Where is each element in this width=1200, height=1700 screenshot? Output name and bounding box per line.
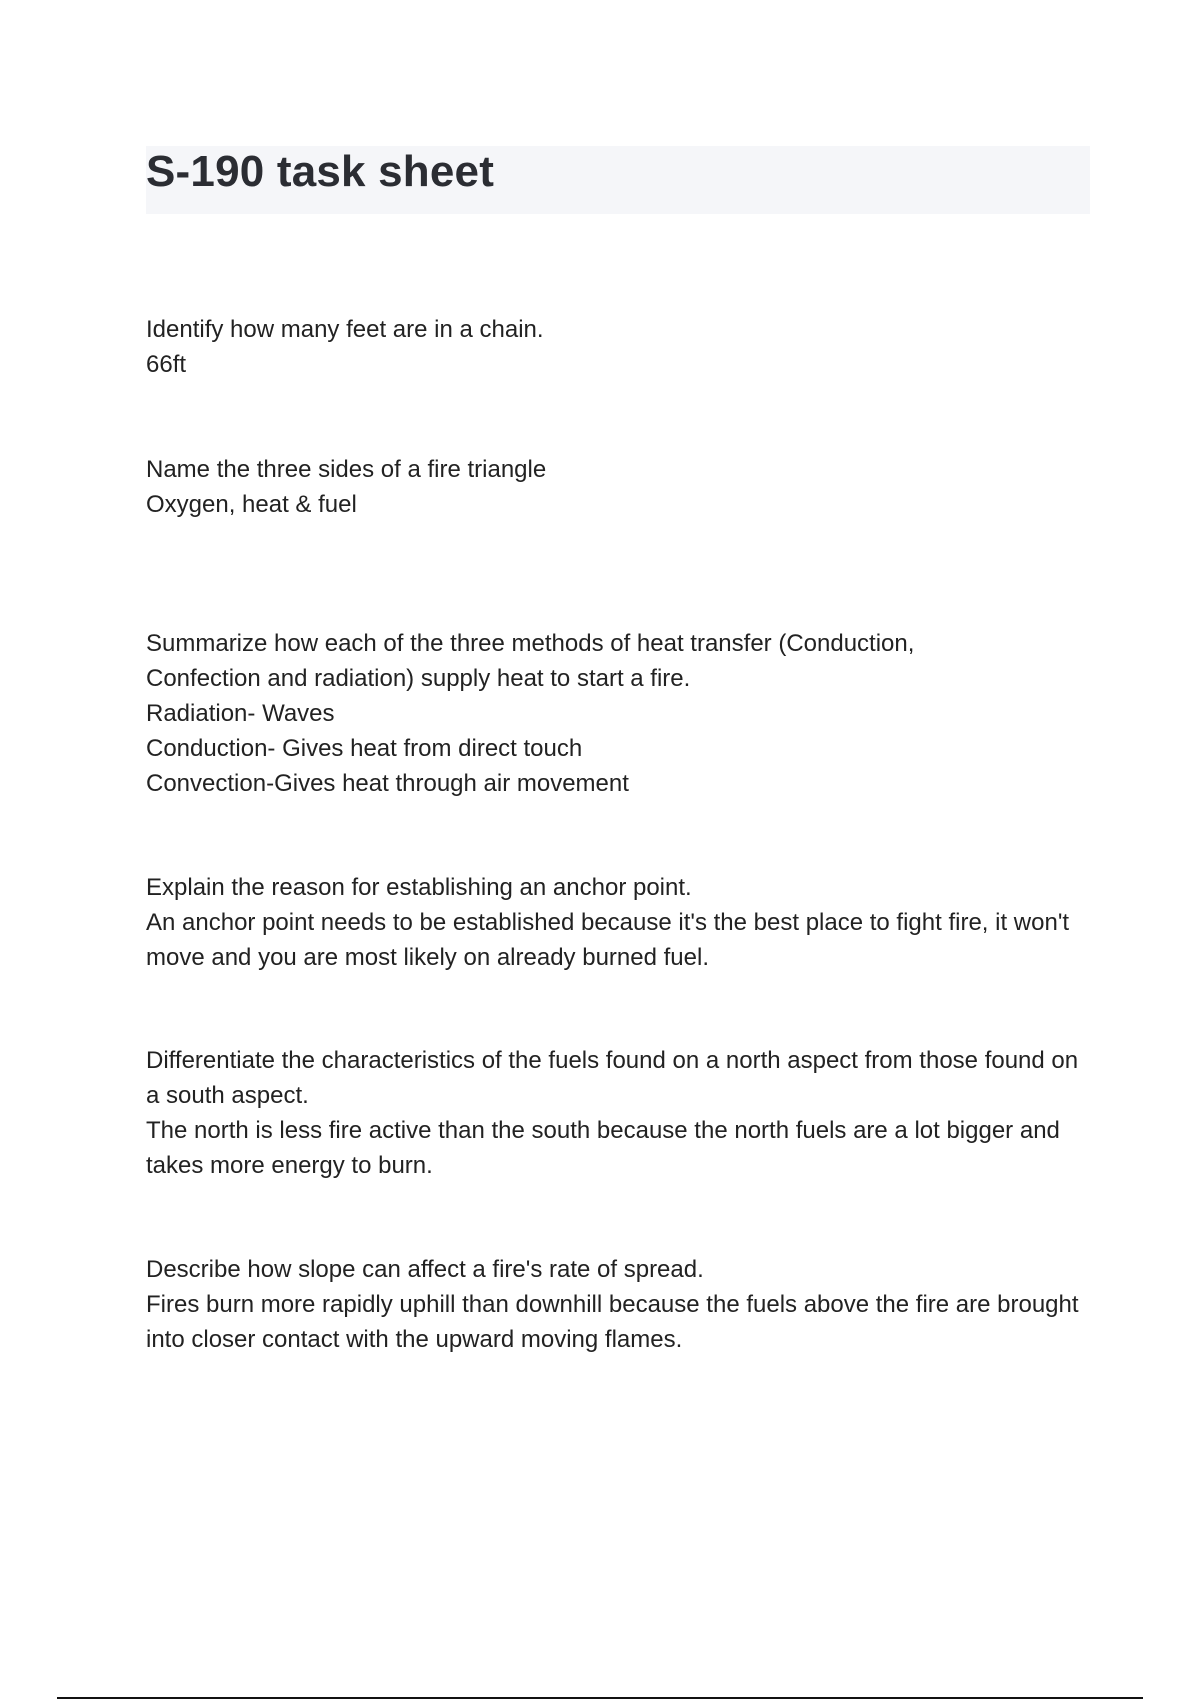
qa-item-slope [146, 1252, 1096, 1357]
qa-item-chain [146, 312, 1096, 382]
question-text: Explain the reason for establishing an anchor point. [146, 874, 692, 901]
title-banner [146, 146, 1090, 214]
qa-item-aspect-fuels [146, 1043, 1096, 1183]
qa-item-heat-transfer [146, 626, 1006, 801]
page-title: S-190 task sheet [146, 147, 495, 196]
answer-text: Convection-Gives heat through air movement [146, 770, 629, 797]
qa-item-fire-triangle [146, 452, 1096, 522]
footer-divider [57, 1697, 1143, 1699]
question-text: Summarize how each of the three methods of heat transfer (Conduction, Confection and radiation) supply heat to start a fire. [146, 630, 915, 692]
answer-text: Radiation- Waves [146, 700, 335, 727]
answer-text: An anchor point needs to be established because it's the best place to fight fire, it won't move and you are most likely on already burned fuel. [146, 909, 1070, 971]
answer-text: 66ft [146, 351, 187, 378]
answer-text: Conduction- Gives heat from direct touch [146, 735, 583, 762]
answer-text: Oxygen, heat & fuel [146, 491, 357, 518]
question-text: Differentiate the characteristics of the fuels found on a north aspect from those found on a south aspect. [146, 1047, 1079, 1109]
question-text: Describe how slope can affect a fire's rate of spread. [146, 1256, 704, 1283]
qa-item-anchor-point [146, 870, 1096, 975]
answer-text: Fires burn more rapidly uphill than downhill because the fuels above the fire are brought into closer contact with the upward moving flames. [146, 1291, 1079, 1353]
question-text: Name the three sides of a fire triangle [146, 456, 547, 483]
answer-text: The north is less fire active than the south because the north fuels are a lot bigger and takes more energy to burn. [146, 1117, 1060, 1179]
question-text: Identify how many feet are in a chain. [146, 316, 544, 343]
